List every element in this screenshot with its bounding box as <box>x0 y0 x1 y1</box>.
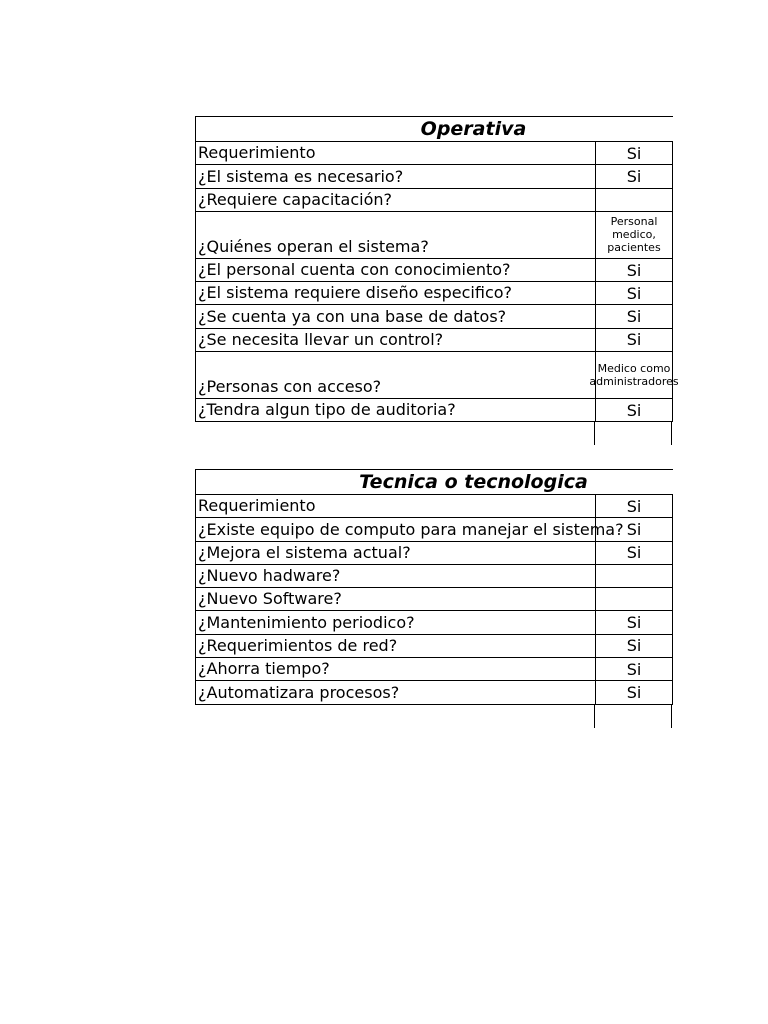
answer-cell: Si <box>596 305 673 327</box>
question-cell <box>195 422 595 445</box>
question-cell: ¿Se cuenta ya con una base de datos? <box>196 305 596 327</box>
answer-cell: Si <box>596 142 673 164</box>
table-row <box>195 518 673 541</box>
table-row-blank <box>195 705 673 728</box>
table-row <box>195 329 673 352</box>
answer-cell <box>596 189 673 211</box>
table-row <box>195 352 679 399</box>
answer-cell: Si <box>596 518 673 540</box>
question-cell: ¿El sistema requiere diseño especifico? <box>196 282 596 304</box>
answer-cell: Personal medico, pacientes <box>596 212 673 258</box>
tecnica-title: Tecnica o tecnologica <box>195 469 673 495</box>
table-row <box>195 165 673 188</box>
table-row <box>195 635 673 658</box>
table-row <box>195 212 673 259</box>
operativa-title: Operativa <box>195 116 673 142</box>
answer-cell <box>595 705 672 728</box>
answer-cell: Si <box>596 495 673 517</box>
question-cell: ¿El sistema es necesario? <box>196 165 596 187</box>
question-cell: ¿Existe equipo de computo para manejar el sistema? <box>198 519 624 539</box>
answer-cell: Si <box>596 259 673 281</box>
answer-cell: Si <box>596 635 673 657</box>
question-cell: ¿Requerimientos de red? <box>196 635 596 657</box>
question-cell: ¿El personal cuenta con conocimiento? <box>196 259 596 281</box>
answer-cell: Si <box>596 165 673 187</box>
answer-cell: Medico como administradores <box>596 352 673 398</box>
answer-cell <box>596 565 673 587</box>
table-row <box>195 142 673 165</box>
tecnica-table <box>195 469 673 728</box>
answer-cell: Si <box>596 658 673 680</box>
table-row <box>195 565 673 588</box>
answer-cell: Si <box>596 542 673 564</box>
question-cell: ¿Quiénes operan el sistema? <box>196 212 596 258</box>
table-row <box>195 305 673 328</box>
answer-cell <box>596 588 673 610</box>
question-cell <box>195 705 595 728</box>
question-cell: ¿Personas con acceso? <box>196 352 596 398</box>
answer-cell: Si <box>596 399 673 421</box>
table-row <box>195 658 673 681</box>
question-cell: ¿Nuevo Software? <box>196 588 596 610</box>
operativa-table <box>195 116 679 445</box>
table-row <box>195 681 673 704</box>
question-cell: ¿Requiere capacitación? <box>196 189 596 211</box>
table-row-blank <box>195 422 673 445</box>
question-cell: ¿Mantenimiento periodico? <box>196 611 596 633</box>
table-row <box>195 495 673 518</box>
answer-cell: Si <box>596 681 673 703</box>
question-cell: ¿Ahorra tiempo? <box>196 658 596 680</box>
question-cell: ¿Mejora el sistema actual? <box>196 542 596 564</box>
answer-cell: Si <box>596 611 673 633</box>
table-row <box>195 399 673 422</box>
table-row <box>195 542 673 565</box>
table-row <box>195 588 673 611</box>
question-cell: Requerimiento <box>196 142 596 164</box>
question-cell: ¿Nuevo hadware? <box>196 565 596 587</box>
table-row <box>195 282 673 305</box>
answer-cell: Si <box>596 282 673 304</box>
table-row <box>195 611 673 634</box>
question-cell: ¿Se necesita llevar un control? <box>196 329 596 351</box>
answer-cell: Si <box>596 329 673 351</box>
question-cell: ¿Tendra algun tipo de auditoria? <box>196 399 596 421</box>
question-cell: ¿Automatizara procesos? <box>196 681 596 703</box>
table-row <box>195 259 673 282</box>
table-row <box>195 189 673 212</box>
question-cell: Requerimiento <box>196 495 596 517</box>
answer-cell <box>595 422 672 445</box>
